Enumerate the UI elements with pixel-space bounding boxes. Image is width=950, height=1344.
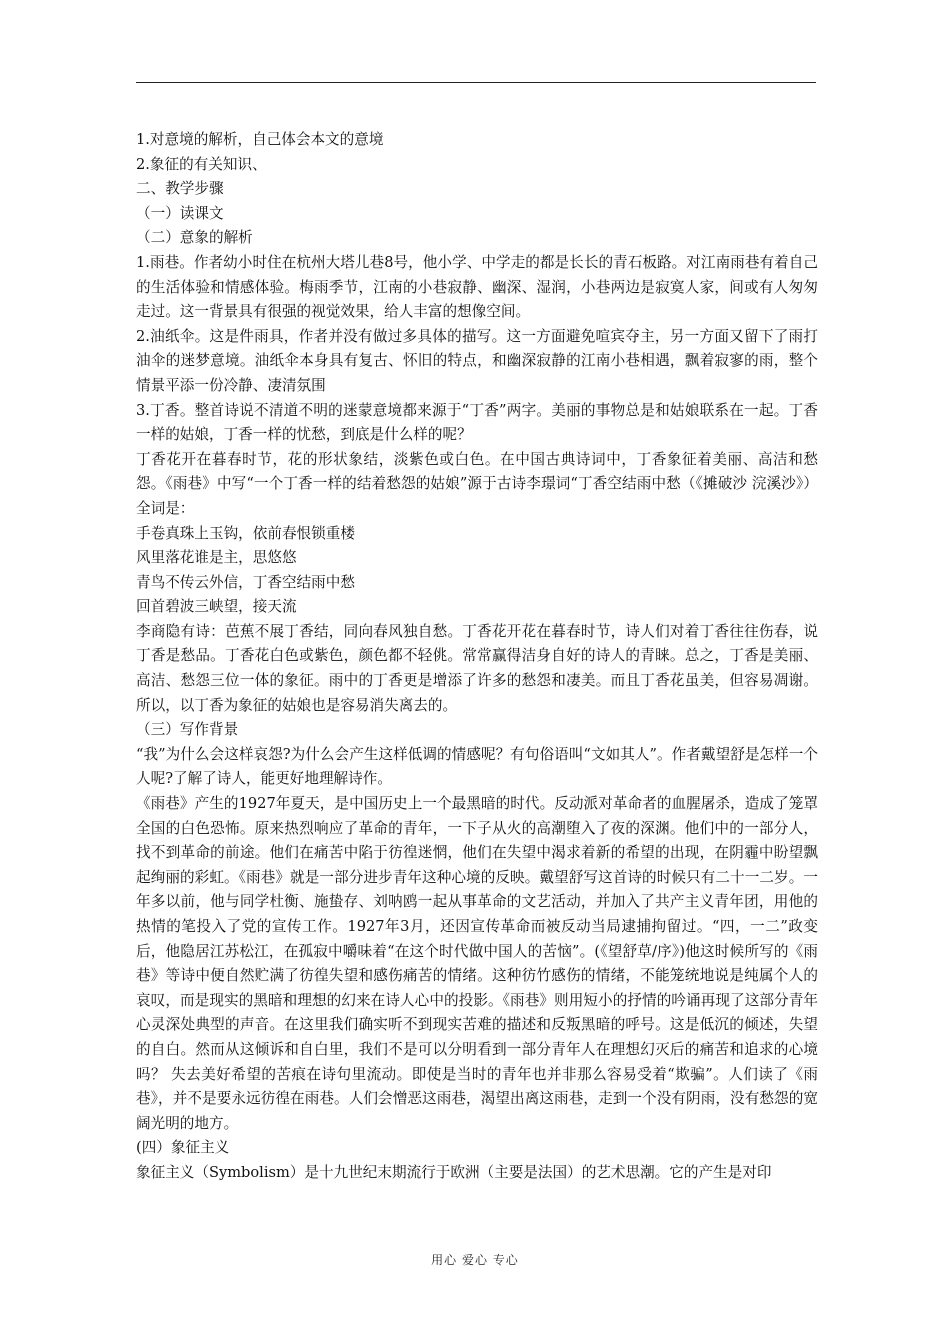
- paragraph: 李商隐有诗：芭蕉不展丁香结，同向春风独自愁。丁香花开花在暮春时节，诗人们对着丁香往往伤春，说丁香是愁品。丁香花白色或紫色，颜色都不轻佻。常常赢得洁身自好的诗人的青睐。总之，丁香是美丽、高洁、愁怨三位一体的象征。雨中的丁香更是增添了许多的愁怨和凄美。而且丁香花虽美，但容易凋谢。所以，以丁香为象征的姑娘也是容易消失离去的。: [136, 622, 818, 714]
- paragraph: 2.象征的有关知识、: [136, 155, 267, 173]
- poem-line: 手卷真珠上玉钩，依前春恨锁重楼: [136, 524, 355, 542]
- paragraph: 《雨巷》产生的1927年夏天，是中国历史上一个最黑暗的时代。反动派对革命者的血腥屠杀，造成了笼罩全国的白色恐怖。原来热烈响应了革命的青年，一下子从火的高潮堕入了夜的深渊。他们中的一部分人，找不到革命的前途。他们在痛苦中陷于彷徨迷惘，他们在失望中渴求着新的希望的出现，在阴霾中盼望飘起绚丽的彩虹。《雨巷》就是一部分进步青年这种心境的反映。戴望舒写这首诗的时候只有二十一二岁。一年多以前，他与同学杜衡、施蛰存、刘呐鸥一起从事革命的文艺活动，并加入了共产主义青年团，用他的热情的笔投入了党的宣传工作。1927年3月，还因宣传革命而被反动当局逮捕拘留过。“四，一二”政变后，他隐居江苏松江，在孤寂中嚼味着“在这个时代做中国人的苦恼”。(《望舒草/序》)他这时候所写的《雨巷》等诗中便自然贮满了彷徨失望和感伤痛苦的情绪。这种彷竹感伤的情绪，不能笼统地说是纯属个人的哀叹，而是现实的黑暗和理想的幻来在诗人心中的投影。《雨巷》则用短小的抒情的吟诵再现了这部分青年心灵深处典型的声音。在这里我们确实听不到现实苦难的描述和反叛黑暗的呼号。这是低沉的倾述，失望的自白。然而从这倾诉和自白里，我们不是可以分明看到一部分青年人在理想幻灭后的痛苦和追求的心境吗？ 失去美好希望的苦痕在诗句里流动。即使是当时的青年也并非那么容易受着“欺骗”。人们读了《雨巷》，并不是要永远彷徨在雨巷。人们会憎恶这雨巷，渴望出离这雨巷，走到一个没有阴雨，没有愁怨的宽阔光明的地方。: [136, 795, 818, 1132]
- document-body: [136, 128, 818, 1186]
- header-rule: [136, 82, 816, 83]
- paragraph: “我”为什么会这样哀怨?为什么会产生这样低调的情感呢？有句俗语叫“文如其人”。作者戴望舒是怎样一个人呢?了解了诗人，能更好地理解诗作。: [136, 745, 818, 788]
- paragraph: 丁香花开在暮春时节，花的形状象结，淡紫色或白色。在中国古典诗词中，丁香象征着美丽、高洁和愁怨。《雨巷》中写“一个丁香一样的结着愁怨的姑娘”源于古诗李璟词“丁香空结雨中愁（《摊破沙 浣溪沙》）全词是：: [136, 450, 818, 517]
- poem-line: 青鸟不传云外信，丁香空结雨中愁: [136, 573, 355, 591]
- section-heading: （一）读课文: [136, 204, 224, 222]
- paragraph: 3.丁香。整首诗说不清道不明的迷蒙意境都来源于“丁香”两字。美丽的事物总是和姑娘联系在一起。丁香一样的姑娘，丁香一样的忧愁，到底是什么样的呢？: [136, 401, 818, 444]
- section-heading: （三）写作背景: [136, 721, 239, 739]
- page-footer: 用心 爱心 专心: [431, 1253, 519, 1267]
- section-heading: （二）意象的解析: [136, 229, 253, 247]
- section-heading: 二、教学步骤: [136, 180, 224, 198]
- paragraph: 象征主义（Symbolism）是十九世纪末期流行于欧洲（主要是法国）的艺术思潮。它的产生是对印: [136, 1163, 772, 1181]
- poem-line: 回首碧波三峡望，接天流: [136, 598, 297, 616]
- section-heading: (四）象征主义: [136, 1139, 230, 1157]
- paragraph: 1.雨巷。作者幼小时住在杭州大塔儿巷8号，他小学、中学走的都是长长的青石板路。对江南雨巷有着自己的生活体验和情感体验。梅雨季节，江南的小巷寂静、幽深、湿润，小巷两边是寂寞人家，间或有人匆匆走过。这一背景具有很强的视觉效果，给人丰富的想像空间。: [136, 253, 818, 321]
- paragraph: 2.油纸伞。这是件雨具，作者并没有做过多具体的描写。这一方面避免喧宾夺主，另一方面又留下了雨打油伞的迷梦意境。油纸伞本身具有复古、怀旧的特点，和幽深寂静的江南小巷相遇，飘着寂寥的雨，整个情景平添一份冷静、凄清氛围: [136, 327, 818, 394]
- paragraph: 1.对意境的解析，自己体会本文的意境: [136, 131, 384, 148]
- poem-line: 风里落花谁是主，思悠悠: [136, 549, 297, 567]
